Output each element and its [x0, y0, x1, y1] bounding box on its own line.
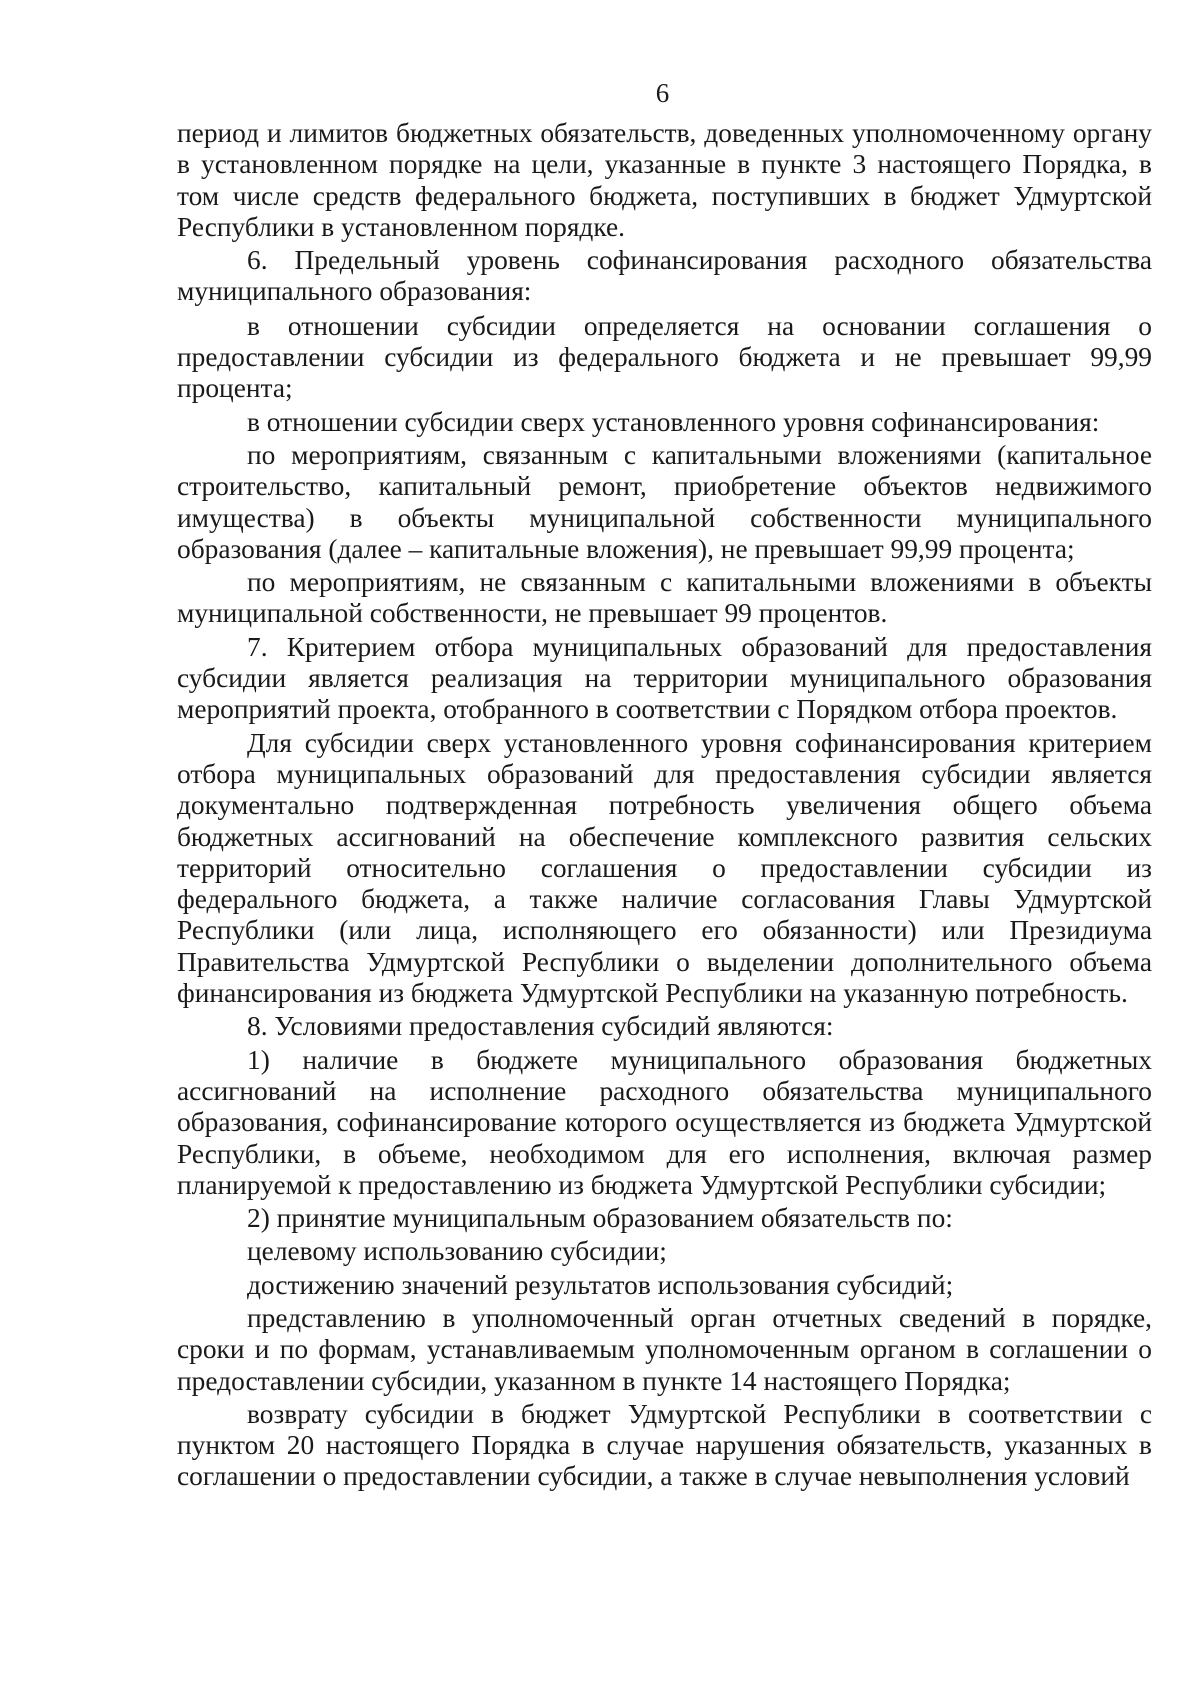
paragraph-item-7: 7. Критерием отбора муниципальных образований для предоставления субсидии является реализация на территории муниципального образования мероприятий проекта, отобранного в соответствии с Порядком отбора проектов. — [177, 631, 1152, 725]
paragraph-selection-criterion: Для субсидии сверх установленного уровня софинансирования критерием отбора муниципальных образований для предоставления субсидии является документально подтвержденная потребность увеличения общего объема бюджетных ассигнований на обеспечение комплексного развития сельских территорий относительно соглашения о предоставлении субсидии из федерального бюджета, а также наличие согласования Главы Удмуртской Республики (или лица, исполняющего его обязанности) или Президиума Правительства Удмуртской Республики о выделении дополнительного объема финансирования из бюджета Удмуртской Республики на указанную потребность. — [177, 727, 1152, 1009]
paragraph-targeted-use: целевому использованию субсидии; — [247, 1236, 667, 1267]
paragraph-capital-investments: по мероприятиям, связанным с капитальными вложениями (капитальное строительство, капитальный ремонт, приобретение объектов недвижимого имущества) в объекты муниципальной собственности муниципального образования (далее – капитальные вложения), не превышает 99,99 процента; — [177, 439, 1152, 564]
document-body — [177, 118, 1152, 1493]
paragraph-non-capital: по мероприятиям, не связанным с капитальными вложениями в объекты муниципальной собственности, не превышает 99 процентов. — [177, 567, 1152, 629]
paragraph-subsidy-over-level: в отношении субсидии сверх установленного уровня софинансирования: — [247, 406, 1100, 437]
paragraph-condition-1: 1) наличие в бюджете муниципального образования бюджетных ассигнований на исполнение расходного обязательства муниципального образования, софинансирование которого осуществляется из бюджета Удмуртской Республики, в объеме, необходимом для его исполнения, включая размер планируемой к предоставлению из бюджета Удмуртской Республики субсидии; — [177, 1044, 1152, 1200]
page-number: 6 — [655, 78, 670, 108]
paragraph-item-6: 6. Предельный уровень софинансирования расходного обязательства муниципального образования: — [177, 245, 1152, 307]
paragraph-results: достижению значений результатов использования субсидий; — [247, 1269, 954, 1300]
paragraph-refund: возврату субсидии в бюджет Удмуртской Республики в соответствии с пунктом 20 настоящего Порядка в случае нарушения обязательств, указанных в соглашении о предоставлении субсидии, а также в случае невыполнения условий — [177, 1398, 1152, 1492]
paragraph-continuation: период и лимитов бюджетных обязательств, доведенных уполномоченному органу в установленном порядке на цели, указанные в пункте 3 настоящего Порядка, в том числе средств федерального бюджета, поступивших в бюджет Удмуртской Республики в установленном порядке. — [177, 118, 1152, 242]
paragraph-item-8: 8. Условиями предоставления субсидий являются: — [247, 1011, 834, 1042]
paragraph-condition-2: 2) принятие муниципальным образованием обязательств по: — [247, 1203, 953, 1234]
paragraph-reporting: представлению в уполномоченный орган отчетных сведений в порядке, сроки и по формам, устанавливаемым уполномоченным органом в соглашении о предоставлении субсидии, указанном в пункте 14 настоящего Порядка; — [177, 1302, 1152, 1396]
paragraph-subsidy-federal: в отношении субсидии определяется на основании соглашения о предоставлении субсидии из федерального бюджета и не превышает 99,99 процента; — [177, 310, 1152, 404]
